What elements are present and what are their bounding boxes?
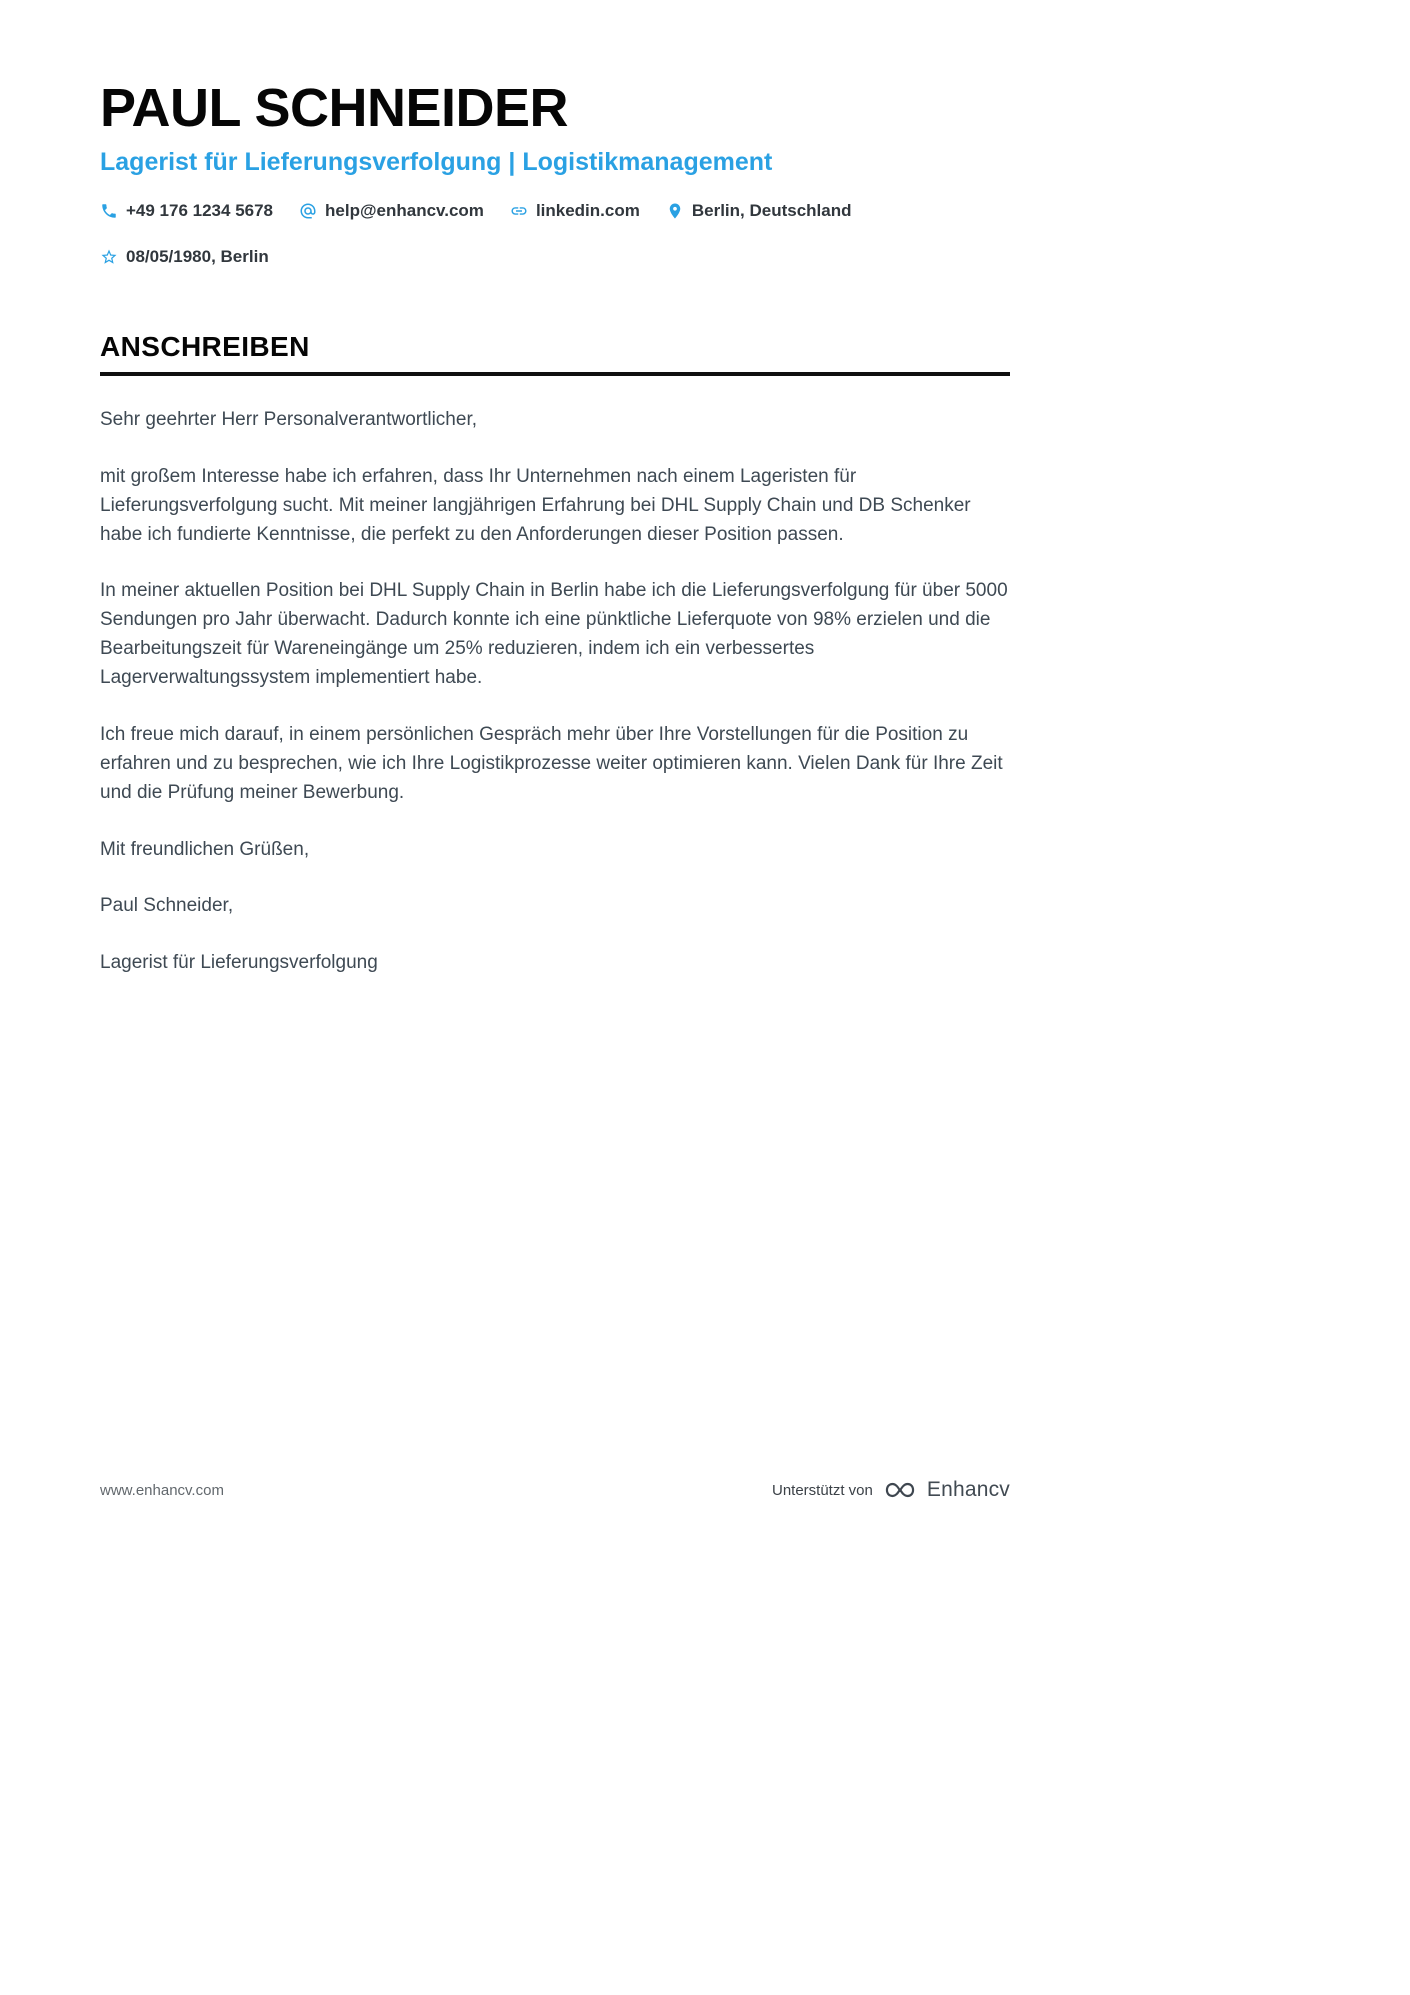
- candidate-name: PAUL SCHNEIDER: [100, 78, 569, 138]
- contact-location-text: Berlin, Deutschland: [691, 200, 852, 220]
- contact-phone: [100, 201, 273, 221]
- page-footer: [100, 1478, 1010, 1502]
- contact-birthdate-text: 08/05/1980, Berlin: [126, 246, 269, 266]
- contact-linkedin[interactable]: [510, 201, 640, 221]
- powered-by: [772, 1478, 1010, 1502]
- cover-letter-section: [100, 331, 1010, 978]
- email-icon: [299, 202, 317, 220]
- contact-email-text: help@enhancv.com: [325, 200, 484, 220]
- contact-birthdate: [100, 247, 269, 267]
- cover-letter-body: [100, 406, 1010, 978]
- enhancv-wordmark: Enhancv: [926, 1478, 1010, 1501]
- paragraph: In meiner aktuellen Position bei DHL Supply Chain in Berlin habe ich die Lieferungsverfolgung für über 5000 Sendungen pro Jahr überwacht. Dadurch konnte ich eine pünktliche Lieferquote von 98% erzielen und die Bearbeitungszeit für Wareneingänge um 25% reduzieren, indem ich ein verbessertes Lagerverwaltungssystem implementiert habe.: [100, 580, 1008, 689]
- link-icon: [510, 202, 528, 220]
- contact-row: [100, 201, 1010, 267]
- contact-email[interactable]: [299, 201, 484, 221]
- section-heading-anschreiben: ANSCHREIBEN: [100, 331, 1010, 376]
- page-content: [0, 0, 1010, 978]
- candidate-job-title: Lagerist für Lieferungsverfolgung | Logistikmanagement: [100, 148, 773, 177]
- phone-icon: [100, 202, 118, 220]
- contact-linkedin-text: linkedin.com: [535, 200, 640, 220]
- paragraph: mit großem Interesse habe ich erfahren, dass Ihr Unternehmen nach einem Lageristen für Lieferungsverfolgung sucht. Mit meiner langjährigen Erfahrung bei DHL Supply Chain und DB Schenker habe ich fundierte Kenntnisse, die perfekt zu den Anforderungen dieser Position passen.: [100, 465, 971, 545]
- location-icon: [666, 202, 684, 220]
- powered-by-label: Unterstützt von: [771, 1481, 873, 1499]
- paragraph-closing: Mit freundlichen Grüßen,: [100, 838, 310, 860]
- paragraph-signature-name: Paul Schneider,: [100, 895, 234, 917]
- contact-phone-text: +49 176 1234 5678: [126, 200, 274, 220]
- enhancv-logo-icon: [885, 1479, 915, 1501]
- header: [100, 78, 1010, 267]
- paragraph-signature-title: Lagerist für Lieferungsverfolgung: [100, 952, 378, 974]
- paragraph: Ich freue mich darauf, in einem persönlichen Gespräch mehr über Ihre Vorstellungen für die Position zu erfahren und zu besprechen, wie ich Ihre Logistikprozesse weiter optimieren kann. Vielen Dank für Ihre Zeit und die Prüfung meiner Bewerbung.: [100, 723, 1003, 803]
- contact-location: [666, 201, 852, 221]
- footer-website-link[interactable]: www.enhancv.com: [100, 1481, 224, 1499]
- star-icon: [100, 248, 118, 266]
- paragraph-greeting: Sehr geehrter Herr Personalverantwortlicher,: [100, 408, 478, 430]
